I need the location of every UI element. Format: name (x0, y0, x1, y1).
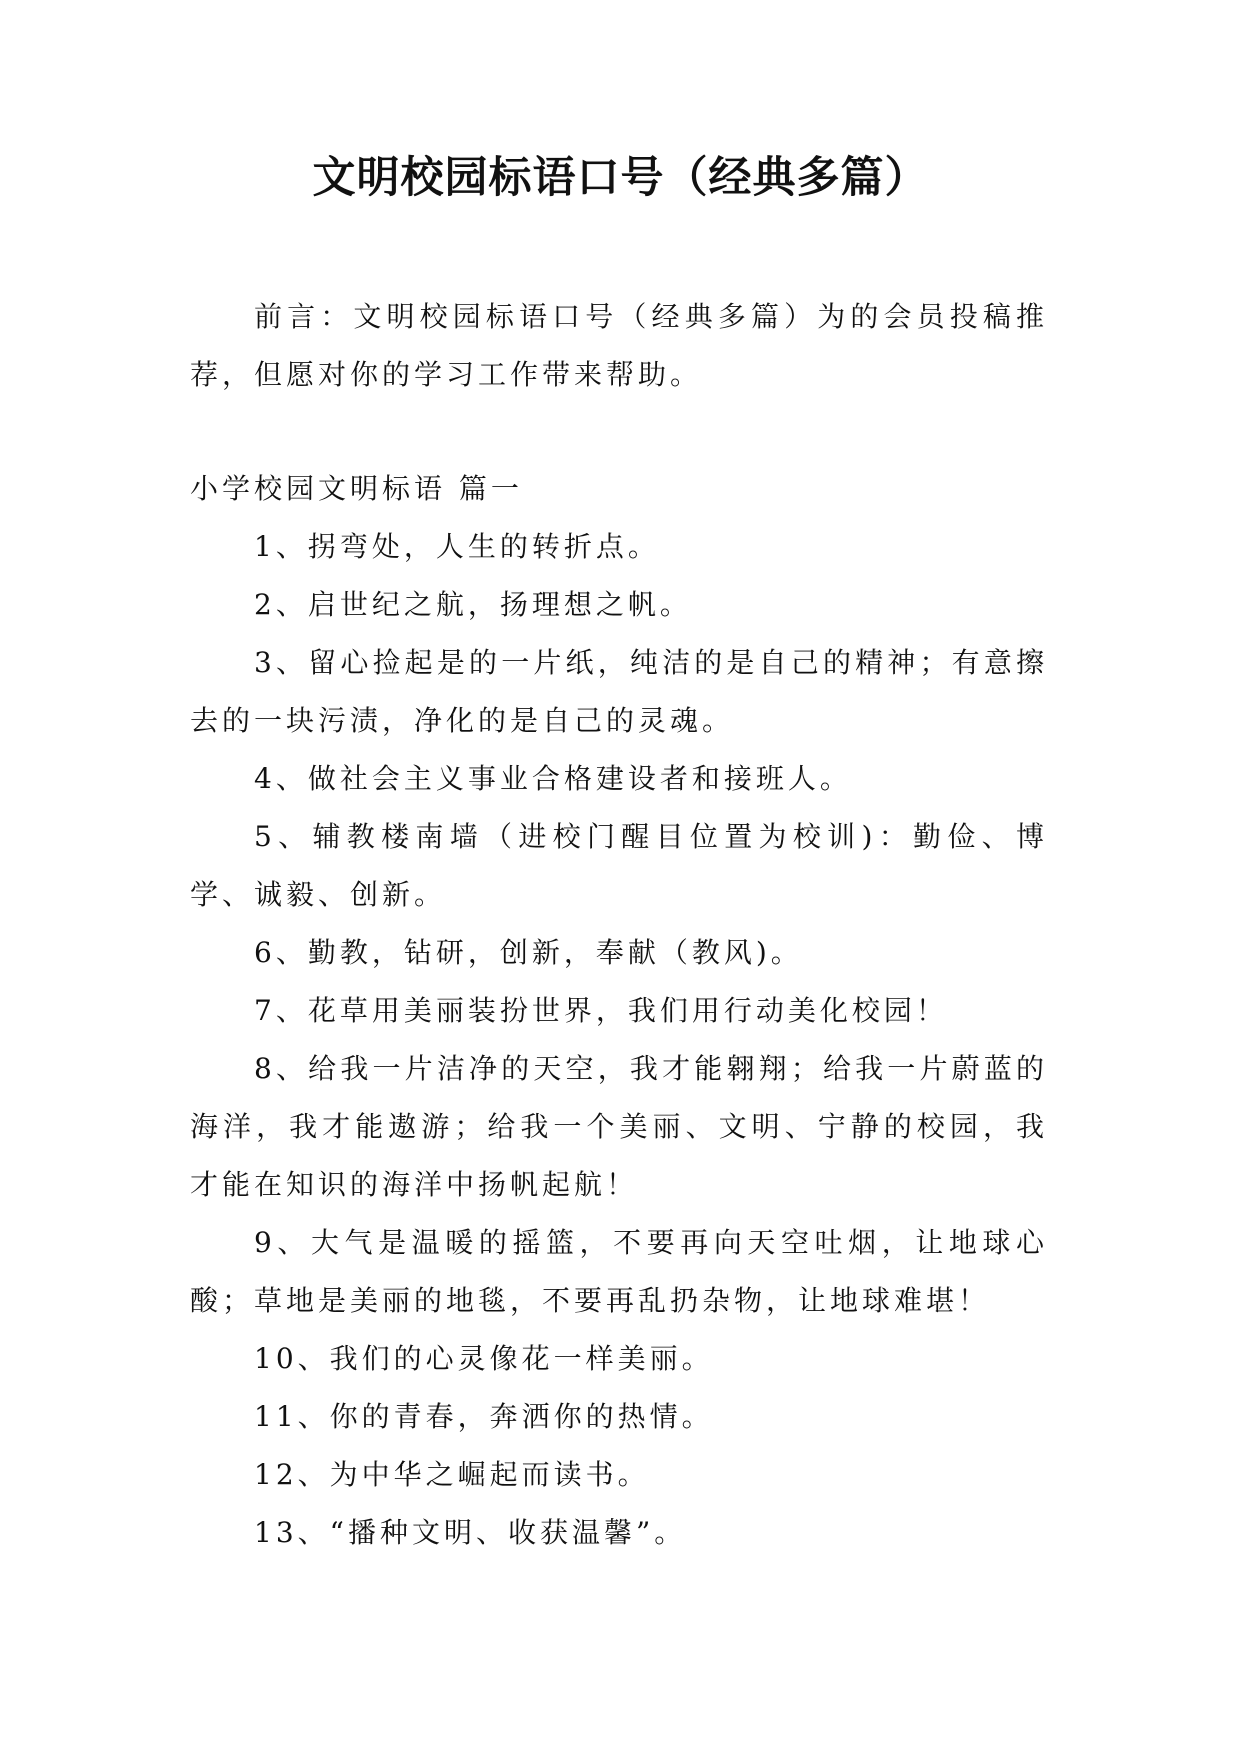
slogan-item: 3、留心捡起是的一片纸，纯洁的是自己的精神；有意擦去的一块污渍，净化的是自己的灵魂。 (190, 646, 1048, 737)
slogan-item: 13、“播种文明、收获温馨”。 (254, 1516, 687, 1549)
slogan-item: 6、勤教，钻研，创新，奉献（教风)。 (254, 936, 803, 969)
preface-paragraph: 前言：文明校园标语口号（经典多篇）为的会员投稿推荐，但愿对你的学习工作带来帮助。 (190, 300, 1048, 391)
slogan-item: 2、启世纪之航，扬理想之帆。 (254, 588, 692, 621)
slogan-item: 5、辅教楼南墙（进校门醒目位置为校训)：勤俭、博学、诚毅、创新。 (190, 820, 1048, 911)
section-heading: 小学校园文明标语 篇一 (190, 472, 523, 505)
slogan-item: 1、拐弯处，人生的转折点。 (254, 530, 660, 563)
slogan-item: 9、大气是温暖的摇篮，不要再向天空吐烟，让地球心酸；草地是美丽的地毯，不要再乱扔杂物，让地球难堪！ (190, 1226, 1048, 1317)
slogan-item: 12、为中华之崛起而读书。 (254, 1458, 650, 1491)
section-one (190, 460, 1048, 1562)
slogan-item: 8、给我一片洁净的天空，我才能翱翔；给我一片蔚蓝的海洋，我才能遨游；给我一个美丽、文明、宁静的校园，我才能在知识的海洋中扬帆起航！ (190, 1052, 1048, 1201)
slogan-item: 7、花草用美丽装扮世界，我们用行动美化校园！ (254, 994, 948, 1027)
preface-block (190, 288, 1048, 404)
slogan-item: 10、我们的心灵像花一样美丽。 (254, 1342, 714, 1375)
slogan-item: 11、你的青春，奔洒你的热情。 (254, 1400, 714, 1433)
slogan-item: 4、做社会主义事业合格建设者和接班人。 (254, 762, 852, 795)
document-title: 文明校园标语口号（经典多篇） (312, 153, 929, 203)
